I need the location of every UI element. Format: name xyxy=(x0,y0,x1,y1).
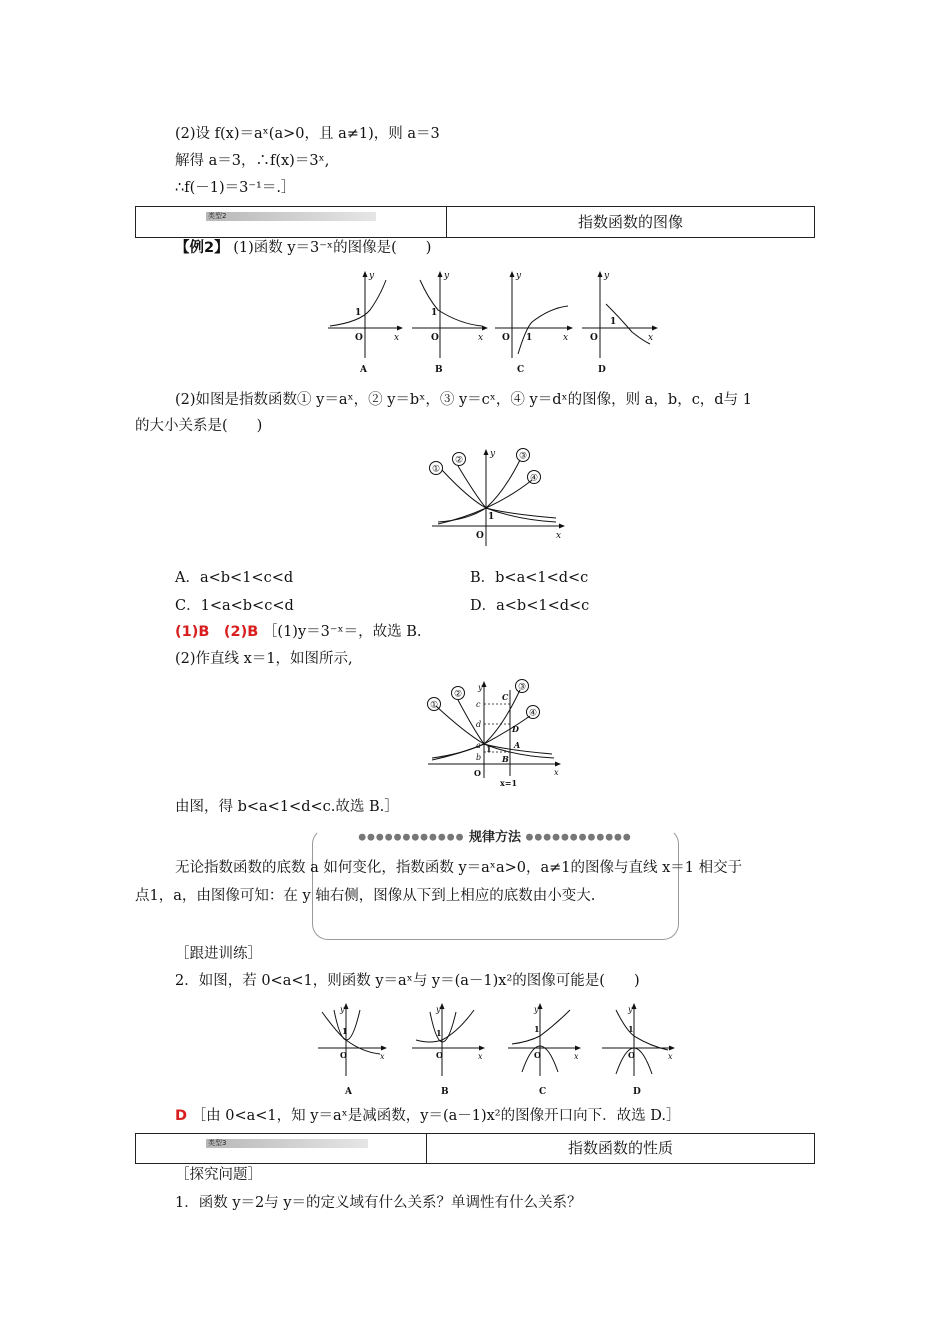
explore-header: ［探究问题］ xyxy=(175,1167,262,1183)
example-label: 【例2】 xyxy=(175,240,229,256)
fig2-curve2-label: ② xyxy=(454,455,464,466)
example2-question1 xyxy=(175,238,431,258)
method-title: 规律方法 xyxy=(468,830,521,845)
fig4-c-xaxis-label: x xyxy=(574,1052,579,1061)
method-title-bar xyxy=(320,826,670,846)
option-d: D．a<b<1<d<c xyxy=(470,598,590,614)
fig3-line-label: x=1 xyxy=(500,778,518,788)
solution-line-2: 解得 a＝3，∴f(x)＝3ˣ, xyxy=(175,153,330,169)
example-q1-text: (1)函数 y＝3⁻ˣ的图像是( ) xyxy=(233,240,432,256)
fig4-c-origin: O xyxy=(534,1050,541,1060)
fig4-c-one: 1 xyxy=(534,1024,540,1034)
fig1-d-yaxis-label: y xyxy=(604,271,610,281)
fig2-curve3-label: ③ xyxy=(518,451,528,462)
solution-conclusion: 由图，得 b<a<1<d<c.故选 B.］ xyxy=(175,799,399,815)
fig4-d-one: 1 xyxy=(628,1024,634,1034)
fig3-point-c: C xyxy=(502,692,509,702)
fig4-b-yaxis-label: y xyxy=(436,1005,441,1014)
practice-answer-key: D xyxy=(175,1108,188,1124)
fig3-d-tick: d xyxy=(476,720,482,729)
fig1-a-xaxis-label: x xyxy=(394,333,400,343)
fig4-b-one: 1 xyxy=(436,1028,442,1038)
solution-line-3: ∴f(－1)＝3⁻¹＝.］ xyxy=(175,180,296,196)
method-line-2: 点1，a，由图像可知：在 y 轴右侧，图像从下到上相应的底数由小变大. xyxy=(135,888,596,904)
section-tag-cell xyxy=(136,207,447,237)
option-a: A．a<b<1<c<d xyxy=(175,570,294,586)
fig4-label-a: A xyxy=(345,1087,352,1097)
fig4-a-origin: O xyxy=(340,1050,347,1060)
fig1-d-xaxis-label: x xyxy=(648,333,654,343)
solution-step2: (2)作直线 x＝1，如图所示, xyxy=(175,651,353,667)
fig4-c-yaxis-label: y xyxy=(534,1005,539,1014)
answer-text: ［(1)y＝3⁻ˣ＝，故选 B. xyxy=(262,624,422,640)
fig3-curve1-label: ① xyxy=(429,700,439,711)
fig1-label-b: B xyxy=(435,365,443,375)
fig1-c-yaxis-label: y xyxy=(516,271,522,281)
fig4-a-xaxis-label: x xyxy=(380,1052,385,1061)
fig1-label-d: D xyxy=(598,365,606,375)
fig3-curve2-label: ② xyxy=(453,689,463,700)
fig1-d-one: 1 xyxy=(610,317,617,327)
fig3-b-tick: b xyxy=(476,753,482,762)
fig1-a-yaxis-label: y xyxy=(369,271,375,281)
fig1-b-one: 1 xyxy=(431,308,438,318)
fig4-d-xaxis-label: x xyxy=(668,1052,673,1061)
fig2-yaxis-label: y xyxy=(490,449,496,459)
example2-fig2-graph xyxy=(428,446,568,556)
fig3-a-tick: a xyxy=(476,741,481,750)
section-tag: 类型2 xyxy=(206,212,376,221)
practice-answer-text: ［由 0<a<1，知 y＝aˣ是减函数，y＝(a－1)x²的图像开口向下．故选 D.］ xyxy=(191,1108,681,1124)
section-header-type2 xyxy=(135,206,815,238)
answer-key: (1)B (2)B xyxy=(175,624,259,640)
example2-answer xyxy=(175,622,422,642)
fig3-xaxis-label: x xyxy=(554,768,559,777)
example2-fig1-graphs xyxy=(320,266,660,378)
fig4-d-origin: O xyxy=(628,1050,635,1060)
practice-fig-graphs xyxy=(312,1000,692,1100)
fig1-label-c: C xyxy=(517,365,525,375)
fig1-a-origin: O xyxy=(355,333,363,343)
fig3-point-d: D xyxy=(512,724,519,734)
example2-fig3-graph xyxy=(422,678,567,790)
fig4-b-origin: O xyxy=(436,1050,443,1060)
fig3-point-b: B xyxy=(502,754,509,764)
option-b: B．b<a<1<d<c xyxy=(470,570,589,586)
example2-question2-line1: (2)如图是指数函数① y＝aˣ，② y＝bˣ，③ y＝cˣ，④ y＝dˣ的图像，则 a，b，c，d与 1 xyxy=(175,392,752,408)
fig1-b-xaxis-label: x xyxy=(478,333,484,343)
fig3-curve3-label: ③ xyxy=(517,682,527,693)
fig1-b-yaxis-label: y xyxy=(444,271,450,281)
section-header-type3 xyxy=(135,1133,815,1164)
fig3-curve4-label: ④ xyxy=(528,708,538,719)
section3-tag-cell xyxy=(136,1134,427,1163)
option-c: C．1<a<b<c<d xyxy=(175,598,294,614)
fig2-curve4-label: ④ xyxy=(529,473,539,484)
fig3-c-tick: c xyxy=(476,700,481,709)
section3-title: 指数函数的性质 xyxy=(567,1139,673,1157)
fig1-d-origin: O xyxy=(590,333,598,343)
fig4-label-d: D xyxy=(633,1087,641,1097)
practice-header: ［跟进训练］ xyxy=(175,946,262,962)
fig1-a-one: 1 xyxy=(355,308,362,318)
fig1-c-xaxis-label: x xyxy=(563,333,569,343)
fig4-d-yaxis-label: y xyxy=(628,1005,633,1014)
fig4-b-xaxis-label: x xyxy=(478,1052,483,1061)
method-line-1: 无论指数函数的底数 a 如何变化，指数函数 y＝aˣa>0，a≠1的图像与直线 x＝1 相交于 xyxy=(175,860,743,876)
section-title: 指数函数的图像 xyxy=(577,213,683,231)
fig2-one: 1 xyxy=(488,512,495,522)
fig3-yaxis-label: y xyxy=(478,683,483,692)
fig2-curve1-label: ① xyxy=(431,464,441,475)
practice-question2: 2．如图，若 0<a<1，则函数 y＝aˣ与 y＝(a－1)x²的图像可能是( ) xyxy=(175,973,640,989)
fig2-origin: O xyxy=(476,531,484,541)
fig1-label-a: A xyxy=(360,365,367,375)
explore-question1: 1．函数 y＝2与 y＝的定义域有什么关系？单调性有什么关系？ xyxy=(175,1195,582,1211)
fig2-xaxis-label: x xyxy=(556,531,562,541)
fig3-origin: O xyxy=(474,768,481,778)
fig4-label-c: C xyxy=(539,1087,547,1097)
fig4-a-yaxis-label: y xyxy=(340,1005,345,1014)
method-dots-right: ●●●●●●●●●●●● xyxy=(525,832,632,843)
section3-tag: 类型3 xyxy=(206,1139,368,1148)
fig4-label-b: B xyxy=(441,1087,449,1097)
fig1-c-origin: O xyxy=(502,333,510,343)
example2-question2-line2: 的大小关系是( ) xyxy=(135,418,263,434)
method-dots-left: ●●●●●●●●●●●● xyxy=(358,832,465,843)
solution-line-1: (2)设 f(x)＝aˣ(a>0，且 a≠1)，则 a＝3 xyxy=(175,126,440,142)
fig1-c-one: 1 xyxy=(526,333,533,343)
fig4-a-one: 1 xyxy=(342,1026,348,1036)
fig1-b-origin: O xyxy=(431,333,439,343)
fig3-point-a: A xyxy=(514,740,521,750)
practice-answer xyxy=(175,1106,680,1126)
fig3-one: 1 xyxy=(486,744,492,754)
